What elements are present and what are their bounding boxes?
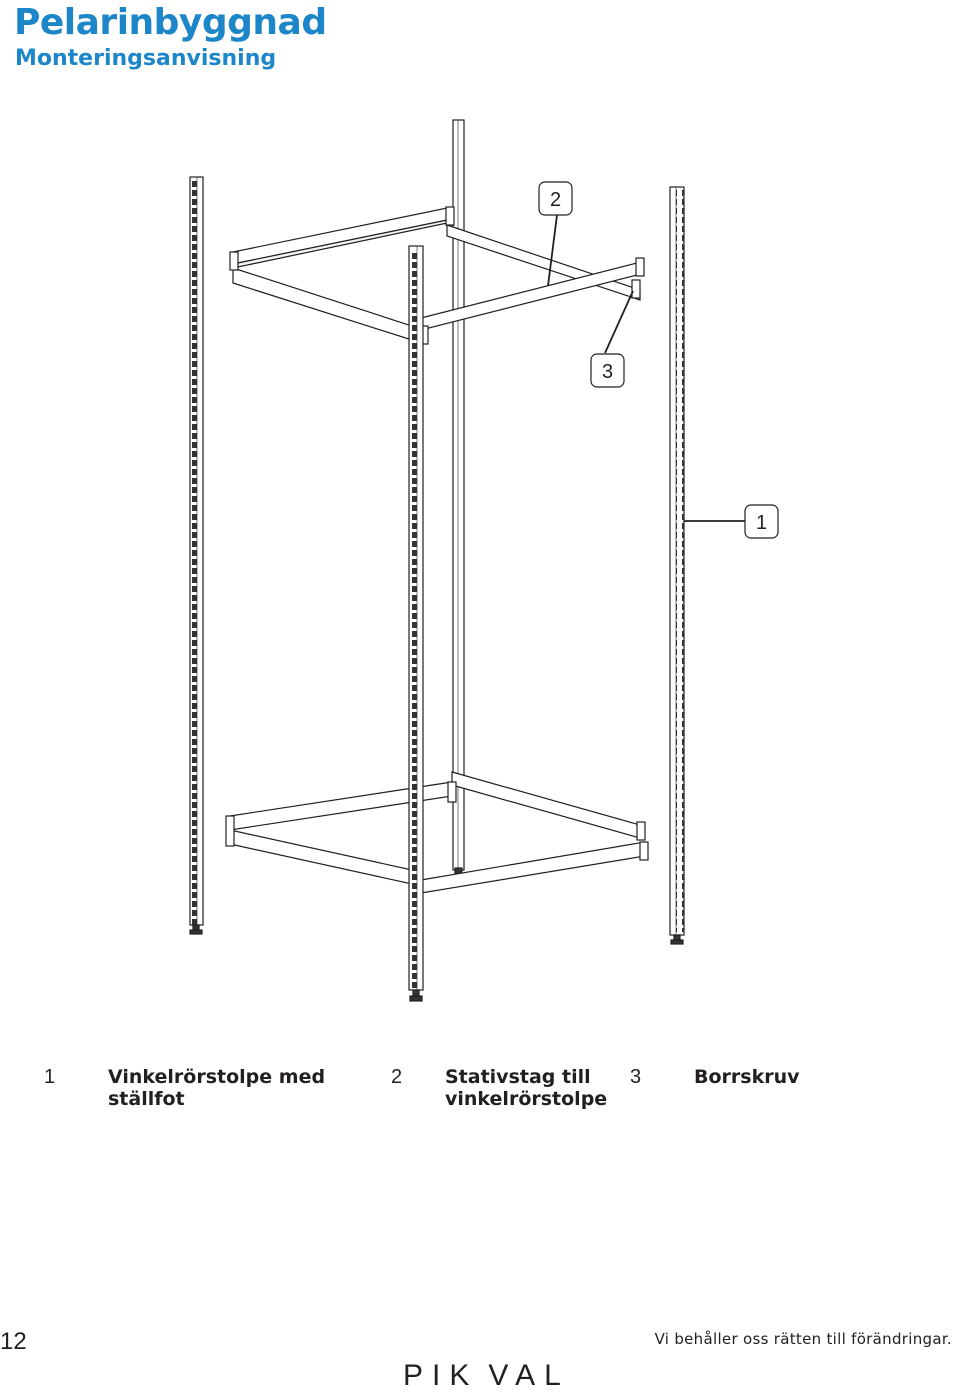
- left-post: [190, 177, 203, 934]
- assembly-drawing: [0, 100, 960, 1020]
- upper-frame: [230, 207, 644, 344]
- callout-1-label: 1: [755, 512, 768, 534]
- page-subtitle: Monteringsanvisning: [15, 46, 277, 71]
- disclaimer: Vi behåller oss rätten till förändringar.: [654, 1330, 952, 1348]
- legend-label-2-line1: Stativstag till: [445, 1066, 591, 1088]
- legend-label-1-line1: Vinkelrörstolpe med: [108, 1066, 326, 1088]
- page-title: Pelarinbyggnad: [14, 2, 327, 43]
- callout-3-label: 3: [601, 361, 614, 383]
- brand-left: PIK: [403, 1359, 479, 1392]
- legend-label-3-line1: Borrskruv: [694, 1066, 800, 1088]
- legend-num-1: 1: [44, 1066, 56, 1088]
- legend-num-2: 2: [391, 1066, 403, 1088]
- callout-3: [591, 354, 624, 387]
- front-post: [409, 246, 423, 1001]
- callout-leader-2: [548, 215, 557, 286]
- legend-label-1-line2: ställfot: [108, 1088, 185, 1110]
- callout-leader-3: [605, 291, 633, 353]
- brand-right: VAL: [488, 1359, 570, 1392]
- brand-logo: [403, 1356, 570, 1396]
- page-number: 12: [0, 1328, 27, 1355]
- callout-2-label: 2: [549, 189, 562, 211]
- legend-label-2-line2: vinkelrörstolpe: [445, 1088, 608, 1110]
- legend-num-3: 3: [630, 1066, 642, 1088]
- right-post: [670, 187, 684, 944]
- callout-2: [539, 182, 572, 215]
- lower-frame: [226, 772, 648, 893]
- callout-1: [745, 505, 778, 538]
